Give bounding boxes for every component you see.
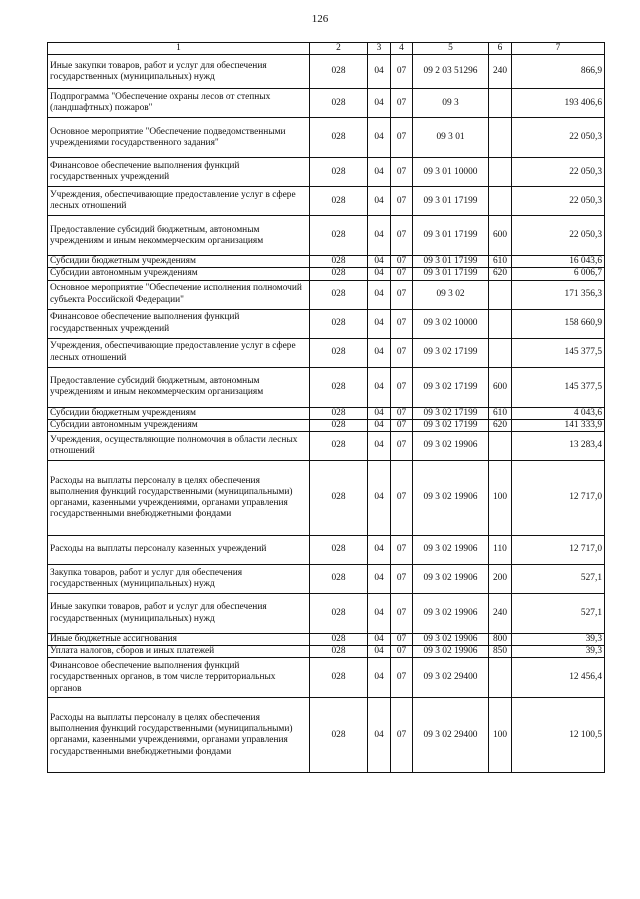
- row-ved-cell: 028: [310, 280, 368, 309]
- header-cell-ved: 2: [310, 43, 368, 55]
- row-sum-cell: 12 717,0: [512, 536, 605, 565]
- header-cell-csr: 5: [413, 43, 489, 55]
- row-vr-cell: 620: [489, 419, 512, 431]
- row-ved-cell: 028: [310, 565, 368, 594]
- row-csr-cell: 09 3 02 17199: [413, 407, 489, 419]
- table-row: [48, 461, 605, 536]
- row-rz-cell: 04: [368, 309, 391, 338]
- row-ved-cell: 028: [310, 256, 368, 268]
- row-ved-cell: 028: [310, 432, 368, 461]
- row-vr-cell: 610: [489, 256, 512, 268]
- row-sum-cell: 16 043,6: [512, 256, 605, 268]
- table-row: [48, 268, 605, 280]
- row-vr-cell: [489, 187, 512, 216]
- row-csr-cell: 09 3 02 19906: [413, 594, 489, 634]
- row-ved-cell: 028: [310, 268, 368, 280]
- row-sum-cell: 866,9: [512, 55, 605, 89]
- row-pr-cell: 07: [391, 646, 413, 658]
- row-sum-cell: 13 283,4: [512, 432, 605, 461]
- row-pr-cell: 07: [391, 55, 413, 89]
- row-csr-cell: 09 3 02 19906: [413, 634, 489, 646]
- row-rz-cell: 04: [368, 367, 391, 407]
- row-pr-cell: 07: [391, 658, 413, 698]
- row-sum-cell: 39,3: [512, 646, 605, 658]
- row-pr-cell: 07: [391, 268, 413, 280]
- row-pr-cell: 07: [391, 419, 413, 431]
- row-csr-cell: 09 2 03 51296: [413, 55, 489, 89]
- table-row: [48, 89, 605, 118]
- row-pr-cell: 07: [391, 280, 413, 309]
- row-rz-cell: 04: [368, 338, 391, 367]
- row-rz-cell: 04: [368, 187, 391, 216]
- row-name-cell: Основное мероприятие "Обеспечение подведомственными учреждениями государственного задания": [48, 118, 310, 158]
- row-rz-cell: 04: [368, 268, 391, 280]
- row-sum-cell: 22 050,3: [512, 118, 605, 158]
- row-vr-cell: 600: [489, 216, 512, 256]
- row-vr-cell: 620: [489, 268, 512, 280]
- row-name-cell: Иные бюджетные ассигнования: [48, 634, 310, 646]
- row-ved-cell: 028: [310, 118, 368, 158]
- row-vr-cell: 240: [489, 55, 512, 89]
- row-rz-cell: 04: [368, 461, 391, 536]
- row-pr-cell: 07: [391, 187, 413, 216]
- row-sum-cell: 4 043,6: [512, 407, 605, 419]
- row-pr-cell: 07: [391, 216, 413, 256]
- table-row: [48, 698, 605, 773]
- row-ved-cell: 028: [310, 698, 368, 773]
- row-csr-cell: 09 3 02 19906: [413, 565, 489, 594]
- row-sum-cell: 527,1: [512, 565, 605, 594]
- row-sum-cell: 527,1: [512, 594, 605, 634]
- row-vr-cell: [489, 309, 512, 338]
- row-name-cell: Расходы на выплаты персоналу в целях обеспечения выполнения функций государственными (муниципальными) органами, казенными учреждениями, органами управления государственными внебюджетными фондами: [48, 698, 310, 773]
- row-rz-cell: 04: [368, 256, 391, 268]
- row-csr-cell: 09 3 02 17199: [413, 419, 489, 431]
- table-row: [48, 419, 605, 431]
- row-pr-cell: 07: [391, 256, 413, 268]
- row-vr-cell: [489, 89, 512, 118]
- row-sum-cell: 145 377,5: [512, 338, 605, 367]
- row-csr-cell: 09 3 02 19906: [413, 432, 489, 461]
- row-vr-cell: [489, 338, 512, 367]
- page-number: 126: [311, 13, 329, 25]
- row-ved-cell: 028: [310, 646, 368, 658]
- row-sum-cell: 39,3: [512, 634, 605, 646]
- row-ved-cell: 028: [310, 89, 368, 118]
- row-vr-cell: [489, 658, 512, 698]
- table-row: [48, 55, 605, 89]
- row-rz-cell: 04: [368, 432, 391, 461]
- row-name-cell: Учреждения, обеспечивающие предоставление услуг в сфере лесных отношений: [48, 187, 310, 216]
- row-rz-cell: 04: [368, 565, 391, 594]
- row-vr-cell: 850: [489, 646, 512, 658]
- header-cell-vr: 6: [489, 43, 512, 55]
- row-name-cell: Субсидии автономным учреждениям: [48, 268, 310, 280]
- row-sum-cell: 145 377,5: [512, 367, 605, 407]
- row-ved-cell: 028: [310, 461, 368, 536]
- row-csr-cell: 09 3 01 17199: [413, 216, 489, 256]
- row-ved-cell: 028: [310, 216, 368, 256]
- row-ved-cell: 028: [310, 187, 368, 216]
- row-csr-cell: 09 3 01 17199: [413, 256, 489, 268]
- row-vr-cell: 800: [489, 634, 512, 646]
- table-row: [48, 367, 605, 407]
- row-sum-cell: 12 456,4: [512, 658, 605, 698]
- row-name-cell: Учреждения, обеспечивающие предоставление услуг в сфере лесных отношений: [48, 338, 310, 367]
- table-row: [48, 309, 605, 338]
- row-pr-cell: 07: [391, 89, 413, 118]
- row-sum-cell: 141 333,9: [512, 419, 605, 431]
- row-ved-cell: 028: [310, 367, 368, 407]
- row-ved-cell: 028: [310, 338, 368, 367]
- row-name-cell: Закупка товаров, работ и услуг для обеспечения государственных (муниципальных) нужд: [48, 565, 310, 594]
- row-vr-cell: 610: [489, 407, 512, 419]
- row-ved-cell: 028: [310, 419, 368, 431]
- row-ved-cell: 028: [310, 309, 368, 338]
- row-name-cell: Основное мероприятие "Обеспечение исполнения полномочий субъекта Российской Федерации": [48, 280, 310, 309]
- row-rz-cell: 04: [368, 536, 391, 565]
- row-ved-cell: 028: [310, 55, 368, 89]
- row-rz-cell: 04: [368, 407, 391, 419]
- row-csr-cell: 09 3: [413, 89, 489, 118]
- row-ved-cell: 028: [310, 158, 368, 187]
- row-rz-cell: 04: [368, 280, 391, 309]
- table-row: [48, 432, 605, 461]
- row-sum-cell: 12 717,0: [512, 461, 605, 536]
- row-pr-cell: 07: [391, 594, 413, 634]
- row-csr-cell: 09 3 01 17199: [413, 187, 489, 216]
- row-vr-cell: 100: [489, 461, 512, 536]
- row-ved-cell: 028: [310, 594, 368, 634]
- row-rz-cell: 04: [368, 594, 391, 634]
- row-sum-cell: 6 006,7: [512, 268, 605, 280]
- row-csr-cell: 09 3 01: [413, 118, 489, 158]
- table-row: [48, 280, 605, 309]
- table-row: [48, 118, 605, 158]
- row-pr-cell: 07: [391, 158, 413, 187]
- table-row: [48, 646, 605, 658]
- table-row: [48, 634, 605, 646]
- row-csr-cell: 09 3 02 29400: [413, 698, 489, 773]
- table-row: [48, 407, 605, 419]
- header-cell-rz: 3: [368, 43, 391, 55]
- row-rz-cell: 04: [368, 216, 391, 256]
- header-cell-pr: 4: [391, 43, 413, 55]
- row-sum-cell: 22 050,3: [512, 216, 605, 256]
- row-pr-cell: 07: [391, 698, 413, 773]
- row-vr-cell: 200: [489, 565, 512, 594]
- row-name-cell: Субсидии бюджетным учреждениям: [48, 256, 310, 268]
- row-pr-cell: 07: [391, 565, 413, 594]
- row-csr-cell: 09 3 01 10000: [413, 158, 489, 187]
- row-rz-cell: 04: [368, 55, 391, 89]
- row-csr-cell: 09 3 02 17199: [413, 367, 489, 407]
- row-rz-cell: 04: [368, 634, 391, 646]
- budget-table: [47, 42, 605, 773]
- row-sum-cell: 158 660,9: [512, 309, 605, 338]
- row-pr-cell: 07: [391, 634, 413, 646]
- row-sum-cell: 22 050,3: [512, 158, 605, 187]
- row-rz-cell: 04: [368, 658, 391, 698]
- row-vr-cell: 600: [489, 367, 512, 407]
- table-row: [48, 187, 605, 216]
- row-rz-cell: 04: [368, 89, 391, 118]
- row-name-cell: Предоставление субсидий бюджетным, автономным учреждениям и иным некоммерческим организациям: [48, 216, 310, 256]
- header-cell-sum: 7: [512, 43, 605, 55]
- table-row: [48, 594, 605, 634]
- row-csr-cell: 09 3 02 10000: [413, 309, 489, 338]
- row-sum-cell: 22 050,3: [512, 187, 605, 216]
- row-csr-cell: 09 3 02 19906: [413, 536, 489, 565]
- row-name-cell: Подпрограмма "Обеспечение охраны лесов от степных (ландшафтных) пожаров": [48, 89, 310, 118]
- row-name-cell: Расходы на выплаты персоналу в целях обеспечения выполнения функций государственными (муниципальными) органами, казенными учреждениями, органами управления государственными внебюджетными фондами: [48, 461, 310, 536]
- row-vr-cell: 240: [489, 594, 512, 634]
- row-name-cell: Расходы на выплаты персоналу казенных учреждений: [48, 536, 310, 565]
- row-vr-cell: [489, 432, 512, 461]
- row-vr-cell: 110: [489, 536, 512, 565]
- row-csr-cell: 09 3 01 17199: [413, 268, 489, 280]
- row-pr-cell: 07: [391, 536, 413, 565]
- row-csr-cell: 09 3 02 29400: [413, 658, 489, 698]
- row-ved-cell: 028: [310, 634, 368, 646]
- row-csr-cell: 09 3 02 19906: [413, 646, 489, 658]
- row-pr-cell: 07: [391, 338, 413, 367]
- row-name-cell: Иные закупки товаров, работ и услуг для обеспечения государственных (муниципальных) нужд: [48, 55, 310, 89]
- row-pr-cell: 07: [391, 432, 413, 461]
- row-name-cell: Учреждения, осуществляющие полномочия в области лесных отношений: [48, 432, 310, 461]
- table-row: [48, 216, 605, 256]
- header-cell-name: 1: [48, 43, 310, 55]
- row-sum-cell: 193 406,6: [512, 89, 605, 118]
- table-row: [48, 158, 605, 187]
- row-name-cell: Субсидии бюджетным учреждениям: [48, 407, 310, 419]
- row-rz-cell: 04: [368, 646, 391, 658]
- row-csr-cell: 09 3 02 19906: [413, 461, 489, 536]
- row-name-cell: Уплата налогов, сборов и иных платежей: [48, 646, 310, 658]
- table-row: [48, 565, 605, 594]
- row-pr-cell: 07: [391, 367, 413, 407]
- row-ved-cell: 028: [310, 658, 368, 698]
- row-vr-cell: [489, 158, 512, 187]
- row-rz-cell: 04: [368, 419, 391, 431]
- row-rz-cell: 04: [368, 158, 391, 187]
- row-vr-cell: [489, 118, 512, 158]
- row-csr-cell: 09 3 02 17199: [413, 338, 489, 367]
- row-ved-cell: 028: [310, 407, 368, 419]
- row-name-cell: Субсидии автономным учреждениям: [48, 419, 310, 431]
- row-vr-cell: [489, 280, 512, 309]
- row-rz-cell: 04: [368, 118, 391, 158]
- row-ved-cell: 028: [310, 536, 368, 565]
- row-rz-cell: 04: [368, 698, 391, 773]
- row-pr-cell: 07: [391, 309, 413, 338]
- row-name-cell: Предоставление субсидий бюджетным, автономным учреждениям и иным некоммерческим организациям: [48, 367, 310, 407]
- table-row: [48, 658, 605, 698]
- row-name-cell: Финансовое обеспечение выполнения функций государственных учреждений: [48, 309, 310, 338]
- row-pr-cell: 07: [391, 407, 413, 419]
- table-row: [48, 338, 605, 367]
- row-pr-cell: 07: [391, 118, 413, 158]
- row-name-cell: Иные закупки товаров, работ и услуг для обеспечения государственных (муниципальных) нужд: [48, 594, 310, 634]
- row-sum-cell: 171 356,3: [512, 280, 605, 309]
- header-row: [48, 43, 605, 55]
- row-csr-cell: 09 3 02: [413, 280, 489, 309]
- row-vr-cell: 100: [489, 698, 512, 773]
- row-sum-cell: 12 100,5: [512, 698, 605, 773]
- table-row: [48, 536, 605, 565]
- table-row: [48, 256, 605, 268]
- row-name-cell: Финансовое обеспечение выполнения функций государственных органов, в том числе территориальных органов: [48, 658, 310, 698]
- row-pr-cell: 07: [391, 461, 413, 536]
- row-name-cell: Финансовое обеспечение выполнения функций государственных учреждений: [48, 158, 310, 187]
